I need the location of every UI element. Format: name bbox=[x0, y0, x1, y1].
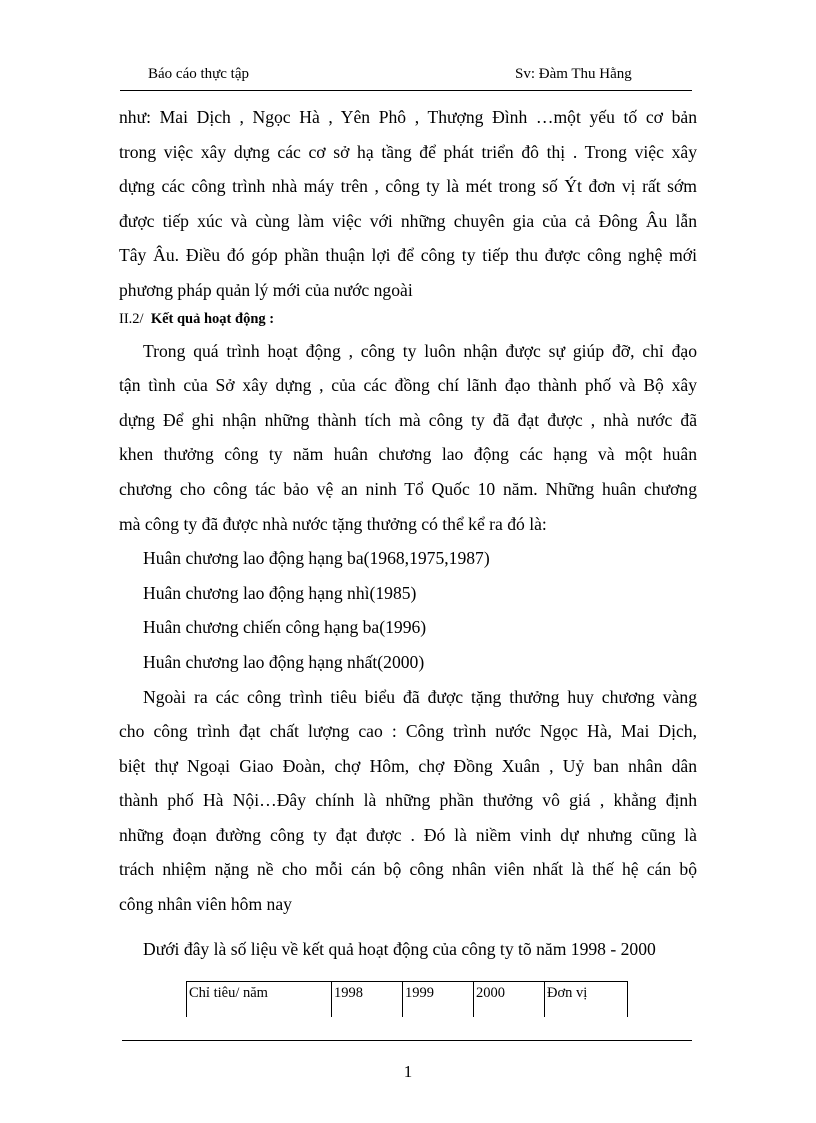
text-line: những đoạn đường công ty đạt được . Đó là niềm vinh dự nhưng cũng là bbox=[119, 824, 697, 845]
section-number: II.2/ bbox=[119, 310, 144, 327]
header-title: Báo cáo thực tập bbox=[148, 66, 250, 82]
text-line: như: Mai Dịch , Ngọc Hà , Yên Phô , Thượng Đình …một yếu tố cơ bản bbox=[119, 107, 697, 127]
section-heading bbox=[119, 304, 697, 334]
text-line: cho công trình đạt chất lượng cao : Công trình nước Ngọc Hà, Mai Dịch, bbox=[119, 721, 697, 742]
text-line: được tiếp xúc và cùng làm việc với những chuyên gia của cả Đông Âu lẫn bbox=[119, 210, 697, 231]
header-divider bbox=[120, 90, 692, 91]
text-line: Trong quá trình hoạt động , công ty luôn nhận được sự giúp đỡ, chỉ đạo bbox=[143, 340, 697, 361]
section-title: Kết quả hoạt động : bbox=[150, 310, 275, 327]
text-line: Tây Âu. Điều đó góp phần thuận lợi để công ty tiếp thu được công nghệ mới bbox=[119, 245, 697, 266]
text-line: biệt thự Ngoại Giao Đoàn, chợ Hôm, chợ Đồng Xuân , Uỷ ban nhân dân bbox=[119, 755, 697, 776]
results-table bbox=[186, 981, 628, 1017]
table-header-cell: Chỉ tiêu/ năm bbox=[187, 982, 332, 1018]
text-line: trách nhiệm nặng nề cho mỗi cán bộ công nhân viên nhất là thế hệ cán bộ bbox=[119, 859, 697, 880]
text-line: công nhân viên hôm nay bbox=[119, 894, 292, 915]
table-header-cell: 2000 bbox=[474, 982, 545, 1018]
text-line: dựng các công trình nhà máy trên , công ty là mét trong số Ýt đơn vị rất sớm bbox=[119, 176, 697, 197]
page-number: 1 bbox=[403, 1062, 413, 1081]
text-line: Ngoài ra các công trình tiêu biểu đã được tặng thưởng huy chương vàng bbox=[143, 686, 697, 707]
page-header bbox=[120, 66, 692, 88]
text-line: tận tình của Sở xây dựng , của các đồng chí lãnh đạo thành phố và Bộ xây bbox=[119, 375, 697, 396]
header-author: Sv: Đàm Thu Hằng bbox=[515, 66, 632, 82]
text-line: chương cho công tác bảo vệ an ninh Tổ Quốc 10 năm. Những huân chương bbox=[119, 478, 697, 499]
table-header-cell: 1998 bbox=[332, 982, 403, 1018]
award-item: Huân chương lao động hạng nhì(1985) bbox=[143, 582, 417, 603]
table-header-cell: 1999 bbox=[403, 982, 474, 1018]
text-line: Dưới đây là số liệu về kết quả hoạt động của công ty tõ năm 1998 - 2000 bbox=[143, 938, 656, 959]
table-header-cell: Đơn vị bbox=[545, 982, 628, 1018]
table-header-row bbox=[187, 982, 628, 1018]
text-line: mà công ty đã được nhà nước tặng thưởng có thể kể ra đó là: bbox=[119, 513, 547, 534]
footer-divider bbox=[122, 1040, 692, 1041]
text-line: thành phố Hà Nội…Đây chính là những phần thưởng vô giá , khẳng định bbox=[119, 790, 697, 811]
text-line: phương pháp quản lý mới của nước ngoài bbox=[119, 279, 413, 300]
award-item: Huân chương chiến công hạng ba(1996) bbox=[143, 617, 427, 638]
body-text bbox=[119, 100, 697, 966]
text-line: dựng Để ghi nhận những thành tích mà công ty đã đạt được , nhà nước đã bbox=[119, 409, 697, 430]
text-line: khen thưởng công ty năm huân chương lao động các hạng và một huân bbox=[119, 444, 697, 465]
award-item: Huân chương lao động hạng nhất(2000) bbox=[143, 651, 425, 672]
text-line: trong việc xây dựng các cơ sở hạ tầng để phát triển đô thị . Trong việc xây bbox=[119, 141, 697, 162]
award-item: Huân chương lao động hạng ba(1968,1975,1987) bbox=[143, 548, 490, 569]
